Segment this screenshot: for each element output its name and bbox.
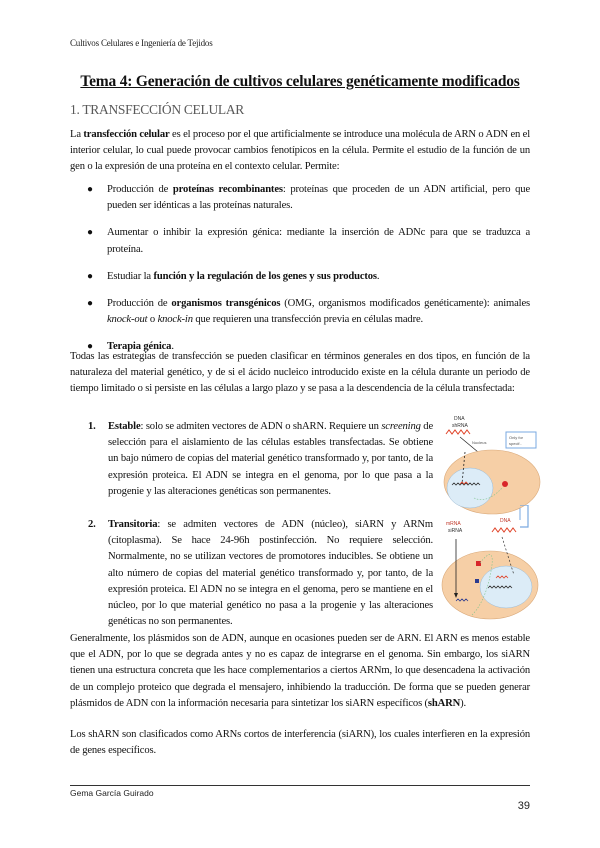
uses-list [70, 182, 530, 367]
bullet-icon: ● [87, 184, 93, 195]
list-item: ● Terapia génica. [70, 339, 530, 355]
dna-label: DNA [500, 518, 511, 524]
mrna-label: mRNA [446, 521, 461, 527]
footer-author: Gema García Guirado [70, 788, 154, 798]
svg-text:Nucleus: Nucleus [472, 440, 487, 445]
list-item: ● Aumentar o inhibir la expresión génica: mediante la inserción de ADNc para que se traduzca a proteína. [87, 227, 530, 255]
bullet-icon: ● [87, 270, 93, 282]
list-item: ● Producción de proteínas recombinantes: proteínas que proceden de un ADN artificial, pero que pueden ser idénticas a las proteínas naturales. [87, 184, 531, 212]
intro-term: transfección celular [83, 129, 170, 140]
list-item: ● Estudiar la función y la regulación de los genes y sus productos. [70, 269, 530, 285]
nucleus-shape [447, 468, 493, 508]
protein-blue-icon [475, 579, 479, 583]
page-title: Tema 4: Generación de cultivos celulares genéticamente modificados [80, 73, 520, 90]
svg-text:specif..: specif.. [509, 441, 522, 446]
dna-strand-icon [446, 430, 470, 434]
list-item: ● Producción de organismos transgénicos (OMG, organismos modificados genéticamente): animales knock-out o knock-in que requieren una transfección previa en células madre. [87, 298, 530, 326]
section-heading: 1. TRANSFECCIÓN CELULAR [70, 102, 244, 117]
dna-label: DNA [454, 416, 465, 422]
sharn-paragraph: Los shARN son clasificados como ARNs cortos de interferencia (siARN), los cuales interfieren en la expresión de genes específicos. [70, 729, 530, 757]
svg-text:Only for: Only for [509, 435, 524, 440]
bullet-icon: ● [87, 341, 93, 353]
plasmid-paragraph: Generalmente, los plásmidos son de ADN, aunque en ocasiones pueden ser de ARN. El ARN es menos estable que el ADN, por lo que se degrada antes y no es capaz de integrarse en el genoma. Sin embargo, los siARN tienen una estructura concreta que les hace complementarios a ciertos ARNm, lo que desencadena la activación de un complejo proteico que degrada el mensajero, inhibiendo la traducción. De forma que se pueden generar plásmidos de ADN con la información necesaria para sintetizar los siARN específicos (shARN). [70, 633, 530, 709]
footer-divider [70, 785, 530, 786]
list-item-transient: 2. Transitoria: se admiten vectores de ADN (núcleo), siARN y ARNm (citoplasma). Se hace 24-96h postinfección. No requiere selección. Normalmente, no se utilizan vectores de promotores inducibles. Se obtiene un alto número de copias del material genético transformado y, por tanto, de la expresión proteica. El ADN no se integra en el genoma, pero se mantiene en el núcleo, por lo que material genético no pasa a la progenie y las alteraciones genéticas no son permanentes. [88, 519, 433, 628]
transfection-types-list-2 [70, 517, 433, 630]
protein-red-icon [476, 561, 481, 566]
running-header: Cultivos Celulares e Ingeniería de Tejidos [70, 38, 213, 48]
nucleus-shape [480, 566, 532, 608]
intro-paragraph [70, 127, 530, 176]
page-number: 39 [517, 800, 530, 812]
intro-rest: es el proceso por el que artificialmente se introduce una molécula de ARN o ADN en el interior celular, lo cual puede provocar cambios fenotípicos en la célula. Permite el estudio de la función de un gen o la expresión de una proteína en el contexto celular. Permite: [70, 129, 531, 173]
protein-icon [502, 481, 508, 487]
svg-text:siRNA: siRNA [448, 528, 463, 534]
transient-transfection-diagram [432, 505, 550, 630]
bullet-icon: ● [87, 298, 93, 310]
list-item-stable: 1. Estable: solo se admiten vectores de ADN o shARN. Requiere un screening de selección para el aislamiento de las células estables transfectadas. Se obtiene un bajo número de copias del material genético transformado y, por tanto, de la expresión proteica. El ADN se integra en el genoma, por lo que pasa a la progenie y las alteraciones genéticas son permanentes. [88, 421, 433, 497]
transfection-types-list [70, 419, 433, 500]
classification-paragraph: Todas las estrategias de transfección se pueden clasificar en términos generales en dos tipos, en función de la naturaleza del material genético, y de si el ácido nucleico introducido existe en la célula durante un periodo de tiempo limitado o si persiste en las células a largo plazo y se pasa a la descendencia de la célula transfectada: [70, 351, 530, 395]
dna-strand-icon [492, 528, 516, 532]
svg-text:shRNA: shRNA [452, 423, 468, 429]
stable-transfection-diagram [432, 412, 550, 520]
bullet-icon: ● [87, 227, 93, 239]
intro-lead: La [70, 129, 84, 140]
